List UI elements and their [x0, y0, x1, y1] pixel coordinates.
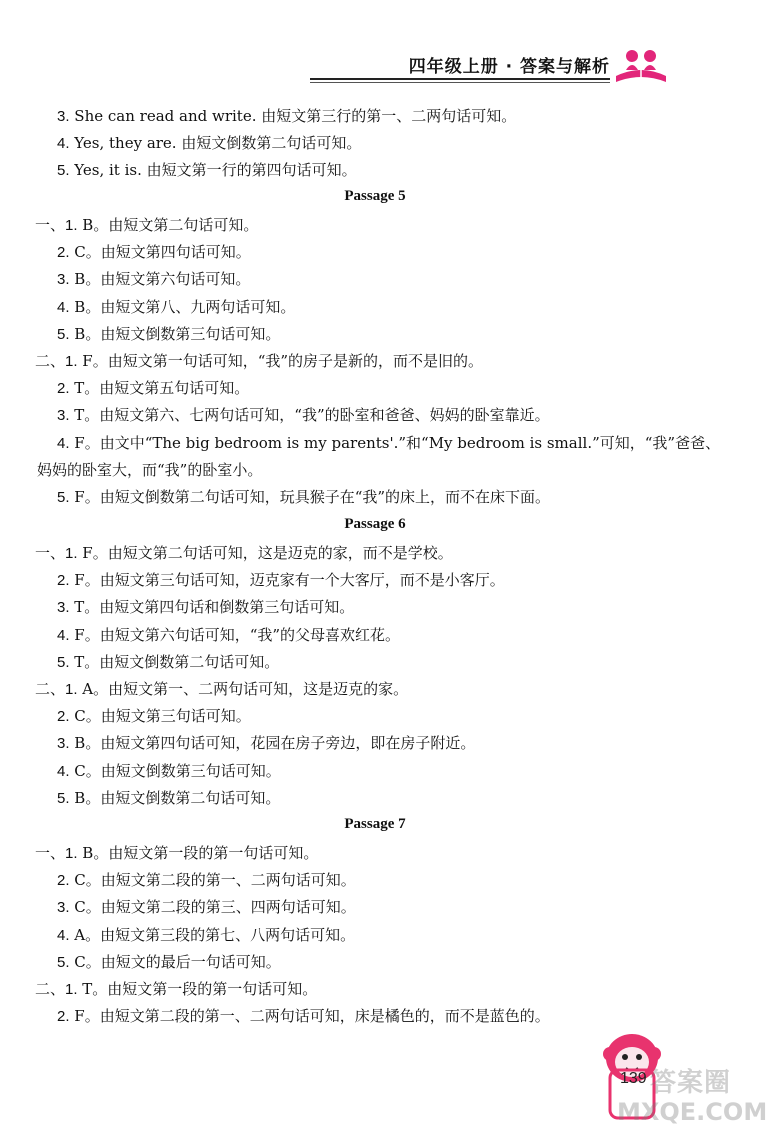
answer-line — [57, 324, 280, 345]
passage-title: Passage 6 — [344, 516, 406, 532]
answer-text: T。由短文倒数第二句话可知。 — [74, 653, 280, 671]
answer-text: A。由短文第一、二两句话可知，这是迈克的家。 — [82, 680, 409, 698]
answer-line — [57, 297, 295, 318]
answer-number: 二、1. — [35, 353, 78, 370]
answer-number: 4. — [57, 927, 70, 944]
answer-number: 2. — [57, 380, 70, 397]
answer-number: 二、1. — [35, 981, 78, 998]
answer-number: 一、1. — [35, 217, 78, 234]
answer-number: 3. — [57, 735, 70, 752]
answer-text: B。由短文倒数第三句话可知。 — [74, 325, 281, 343]
answer-number: 5. — [57, 326, 70, 343]
answer-text: F。由文中“The big bedroom is my parents'.”和“My bedroom is small.”可知，“我”爸爸、 — [74, 434, 721, 452]
answer-text: C。由短文第二段的第三、四两句话可知。 — [74, 898, 356, 916]
answer-line — [57, 242, 251, 263]
answer-text: F。由短文第六句话可知，“我”的父母喜欢红花。 — [74, 626, 401, 644]
answer-text: F。由短文第一句话可知，“我”的房子是新的，而不是旧的。 — [82, 352, 484, 370]
answer-line — [57, 487, 550, 508]
answer-text: C。由短文倒数第三句话可知。 — [74, 762, 281, 780]
answer-line — [57, 761, 281, 782]
answer-number: 一、1. — [35, 845, 78, 862]
answer-number: 5. — [57, 654, 70, 671]
passage-title: Passage 7 — [344, 816, 406, 832]
answer-line — [57, 405, 550, 426]
answer-text: T。由短文第六、七两句话可知，“我”的卧室和爸爸、妈妈的卧室靠近。 — [74, 406, 550, 424]
page-header — [310, 52, 610, 82]
passage-title: Passage 5 — [344, 188, 406, 204]
answer-text: Yes, they are. 由短文倒数第二句话可知。 — [74, 134, 362, 152]
answer-number: 二、1. — [35, 681, 78, 698]
answer-text: A。由短文第三段的第七、八两句话可知。 — [74, 926, 356, 944]
answer-number: 3. — [57, 407, 70, 424]
header-title: 四年级上册 · 答案与解析 — [408, 57, 610, 77]
answer-number: 2. — [57, 572, 70, 589]
answer-text: F。由短文第二句话可知，这是迈克的家，而不是学校。 — [82, 544, 453, 562]
answer-text: 妈妈的卧室大，而“我”的卧室小。 — [37, 461, 263, 479]
answer-line — [57, 870, 356, 891]
answer-text: C。由短文第三句话可知。 — [74, 707, 251, 725]
answer-line — [57, 925, 355, 946]
answer-text: B。由短文第二句话可知。 — [82, 216, 259, 234]
answer-line — [35, 351, 483, 372]
answer-line — [57, 433, 720, 454]
page-number: 139 — [620, 1070, 647, 1087]
answer-line — [57, 160, 357, 181]
answer-line — [35, 215, 258, 236]
answer-line — [57, 269, 250, 290]
answer-text: C。由短文第二段的第一、二两句话可知。 — [74, 871, 356, 889]
answer-line — [57, 1006, 550, 1027]
answer-text: B。由短文第六句话可知。 — [74, 270, 251, 288]
answer-number: 4. — [57, 299, 70, 316]
answer-number: 3. — [57, 899, 70, 916]
answer-number: 3. — [57, 108, 70, 125]
answer-line — [37, 460, 262, 480]
answer-line — [57, 106, 516, 127]
answer-text: T。由短文第五句话可知。 — [74, 379, 250, 397]
answer-line — [57, 706, 251, 727]
answer-number: 3. — [57, 271, 70, 288]
answer-text: Yes, it is. 由短文第一行的第四句话可知。 — [74, 161, 357, 179]
answer-number: 4. — [57, 763, 70, 780]
answer-line — [57, 597, 354, 618]
answer-text: B。由短文倒数第二句话可知。 — [74, 789, 281, 807]
answer-line — [35, 679, 408, 700]
answer-number: 2. — [57, 708, 70, 725]
answer-text: C。由短文的最后一句话可知。 — [74, 953, 281, 971]
answer-text: T。由短文第一段的第一句话可知。 — [82, 980, 318, 998]
answer-line — [57, 625, 400, 646]
answer-text: B。由短文第一段的第一句话可知。 — [82, 844, 319, 862]
answer-number: 5. — [57, 489, 70, 506]
reading-kids-logo-icon — [612, 46, 670, 86]
answer-line — [57, 788, 280, 809]
header-rule — [310, 78, 610, 80]
answer-text: C。由短文第四句话可知。 — [74, 243, 251, 261]
answer-number: 5. — [57, 790, 70, 807]
answer-number: 4. — [57, 627, 70, 644]
answer-line — [57, 897, 356, 918]
answer-text: B。由短文第八、九两句话可知。 — [74, 298, 296, 316]
answer-line — [57, 378, 249, 399]
answer-number: 5. — [57, 954, 70, 971]
watermark-brand: 答案圈 — [650, 1068, 732, 1098]
header-rule-thin — [310, 82, 610, 83]
watermark-url: MXQE.COM — [617, 1098, 767, 1126]
answer-line — [57, 733, 475, 754]
answer-line — [57, 952, 281, 973]
answer-text: T。由短文第四句话和倒数第三句话可知。 — [74, 598, 355, 616]
answer-text: She can read and write. 由短文第三行的第一、二两句话可知。 — [74, 107, 517, 125]
answer-line — [57, 570, 505, 591]
answer-number: 一、1. — [35, 545, 78, 562]
answer-number: 5. — [57, 162, 70, 179]
answer-number: 2. — [57, 872, 70, 889]
answer-number: 3. — [57, 599, 70, 616]
answer-line — [35, 979, 317, 1000]
answer-text: F。由短文倒数第二句话可知，玩具猴子在“我”的床上，而不在床下面。 — [74, 488, 551, 506]
answer-number: 4. — [57, 435, 70, 452]
answer-line — [57, 133, 361, 154]
answer-text: B。由短文第四句话可知，花园在房子旁边，即在房子附近。 — [74, 734, 476, 752]
answer-text: F。由短文第三句话可知，迈克家有一个大客厅，而不是小客厅。 — [74, 571, 505, 589]
answer-number: 2. — [57, 244, 70, 261]
answer-text: F。由短文第二段的第一、二两句话可知，床是橘色的，而不是蓝色的。 — [74, 1007, 550, 1025]
answer-number: 2. — [57, 1008, 70, 1025]
answer-number: 4. — [57, 135, 70, 152]
answer-line — [35, 843, 318, 864]
answer-line — [35, 543, 453, 564]
answer-line — [57, 652, 279, 673]
